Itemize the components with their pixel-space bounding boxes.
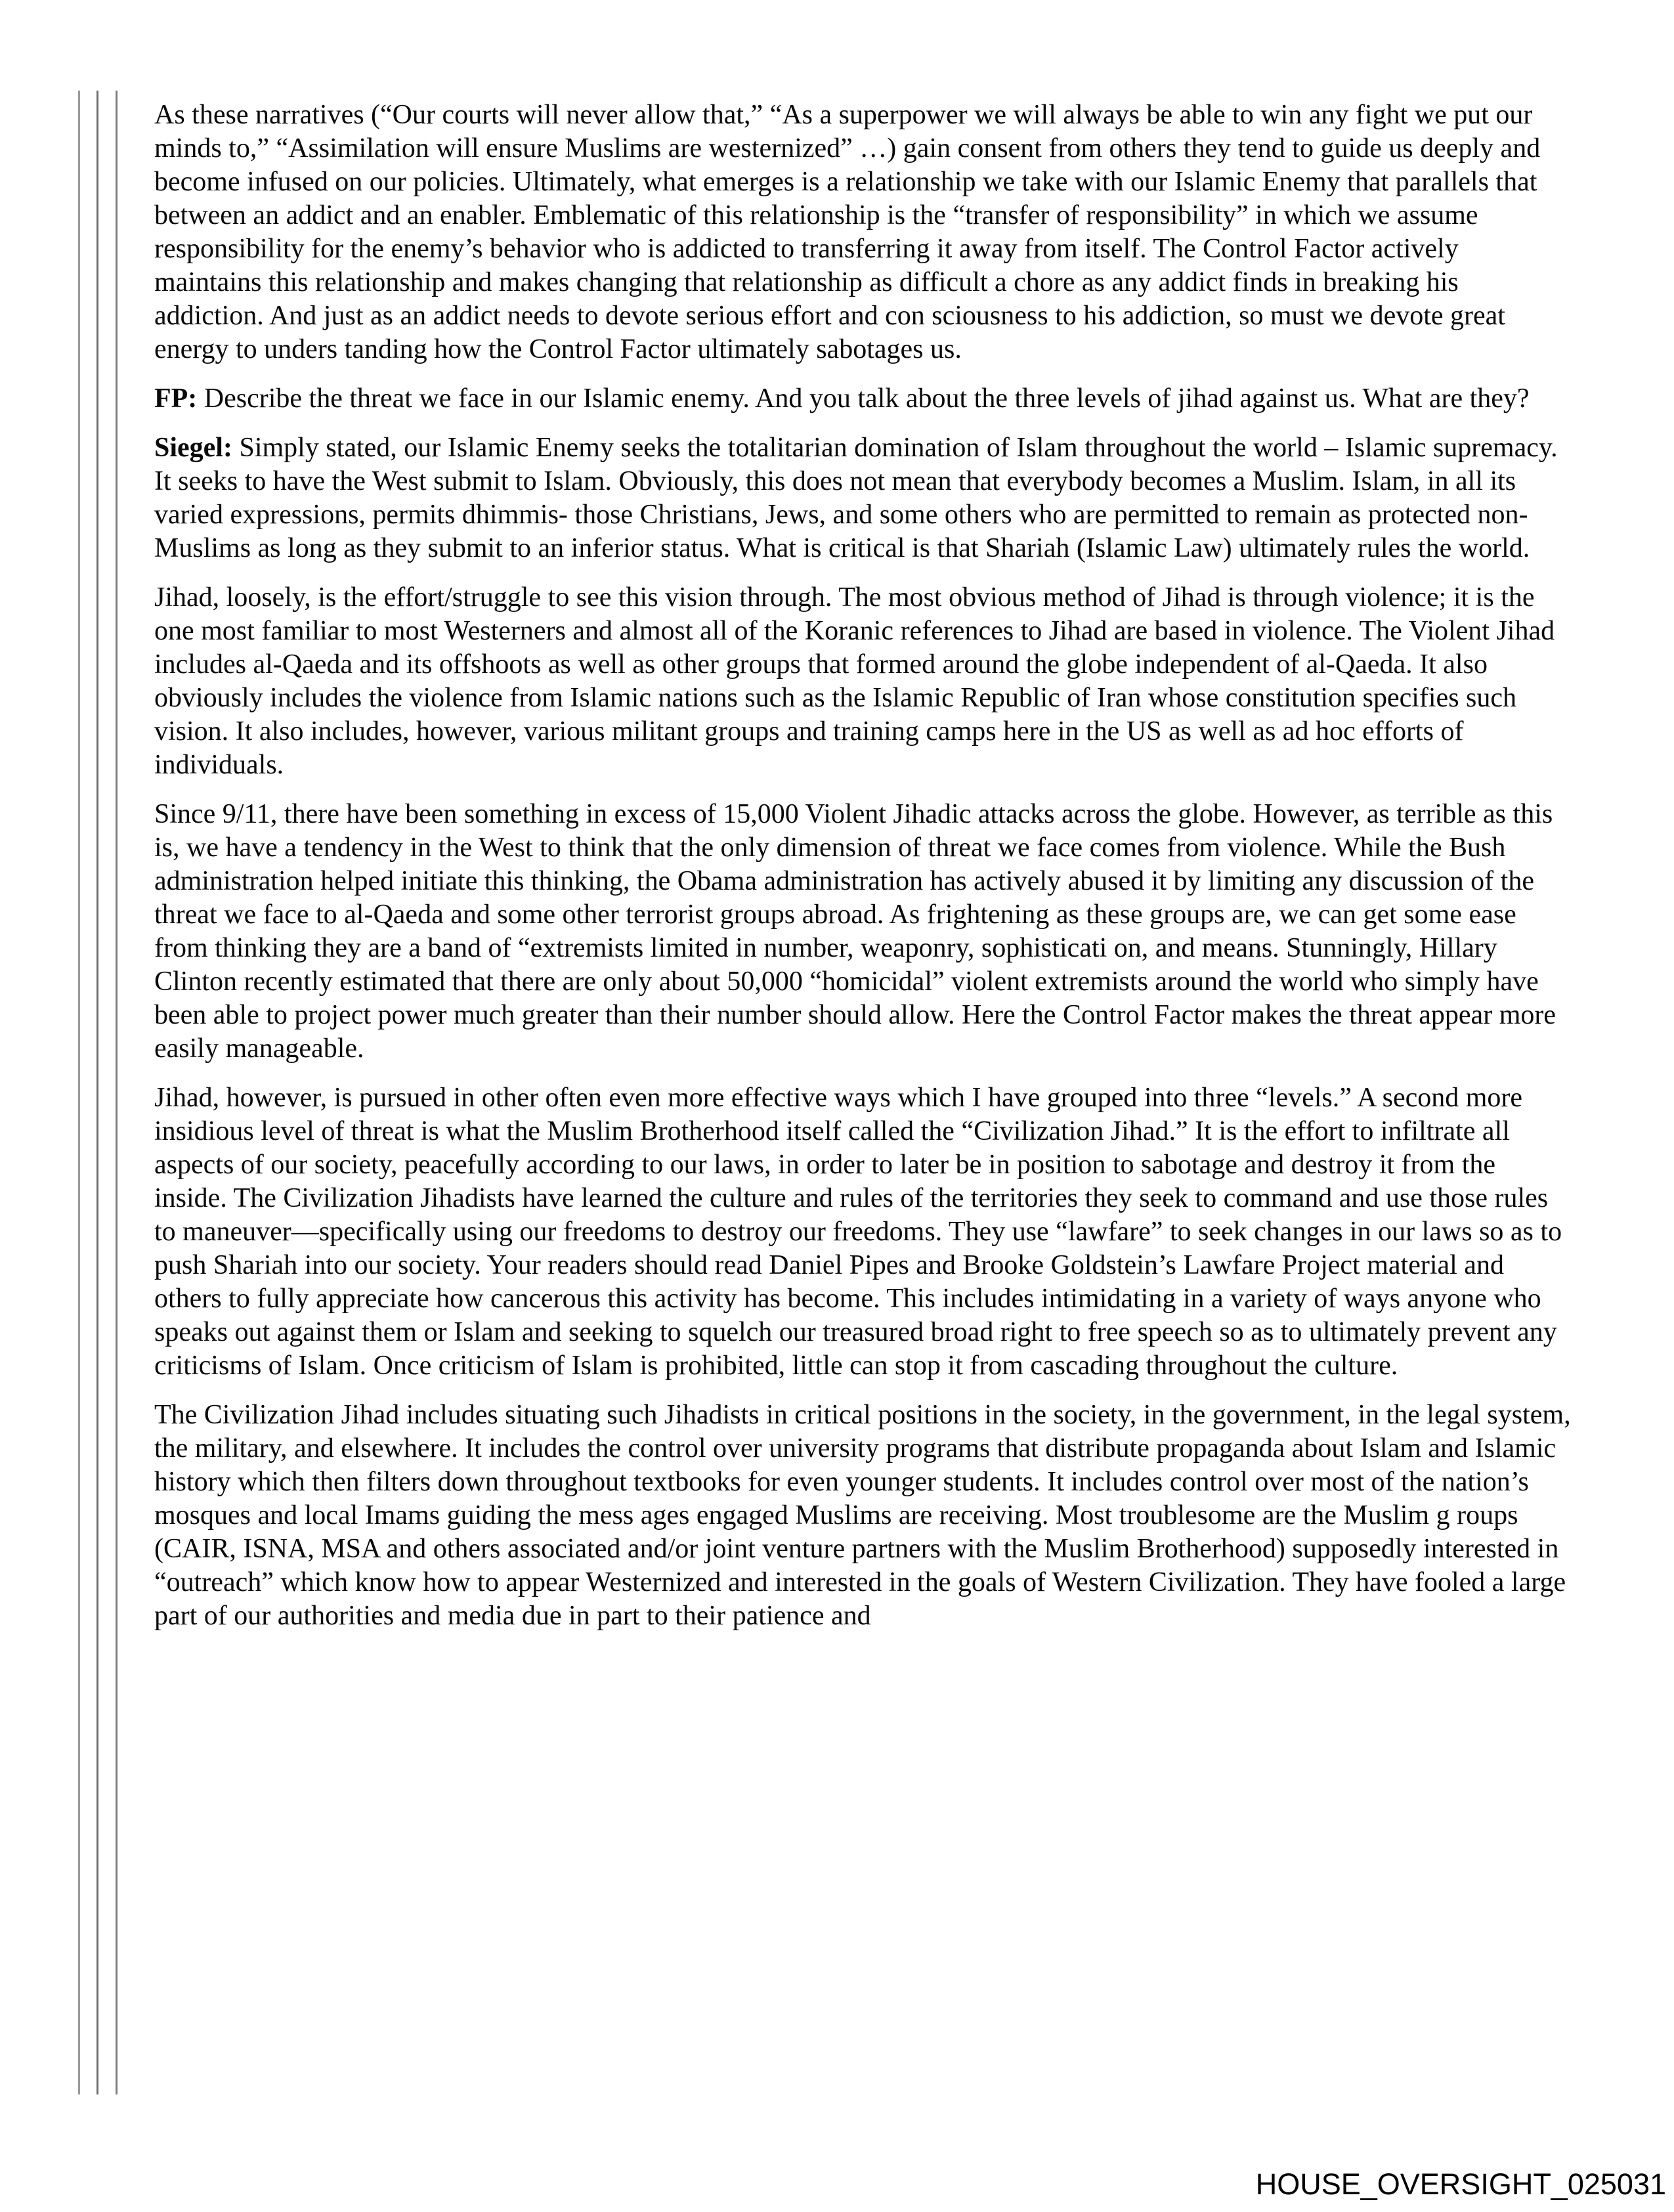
paragraph [154,431,1572,565]
paragraph-text: Describe the threat we face in our Islamic enemy. And you talk about the three levels of jihad against us. What are they? [204,383,1530,414]
paragraph [154,581,1572,782]
paragraph-text: Jihad, loosely, is the effort/struggle to see this vision through. The most obvious method of Jihad is through violence; it is the one most familiar to most Westerners and almost all of the Koranic references to Jihad are based in violence. The Violent Jihad includes al-Qaeda and its offshoots as well as other groups that formed around the globe independent of al-Qaeda. It also obviously includes the violence from Islamic nations such as the Islamic Republic of Iran whose constitution specifies such vision. It also includes, however, various militant groups and training camps here in the US as well as ad hoc efforts of individuals. [154,582,1555,780]
paragraph-text: Since 9/11, there have been something in excess of 15,000 Violent Jihadic attacks across the globe. However, as terrible as this is, we have a tendency in the West to think that the only dimension of threat we face comes from violence. While the Bush administration helped initiate this thinking, the Obama administration has actively abused it by limiting any discussion of the threat we face to al-Qaeda and some other terrorist groups abroad. As frightening as these groups are, we can get some ease from thinking they are a band of “extremists limited in number, weaponry, sophisticati on, and means. Stunningly, Hillary Clinton recently estimated that there are only about 50,000 “homicidal” violent extremists around the world who simply have been able to project power much greater than their number should allow. Here the Control Factor makes the threat appear more easily manageable. [154,799,1556,1064]
document-body [154,98,1572,1649]
speaker-label-fp: FP: [154,383,198,414]
scan-artifact-line [97,91,98,2094]
scan-artifact-line [116,91,118,2094]
bates-stamp: HOUSE_OVERSIGHT_025031 [1255,2167,1666,2201]
paragraph-text: As these narratives (“Our courts will never allow that,” “As a superpower we will always be able to win any fight we put our minds to,” “Assimilation will ensure Muslims are westernized” …) gain consent from others they tend to guide us deeply and become infused on our policies. Ultimately, what emerges is a relationship we take with our Islamic Enemy that parallels that between an addict and an enabler. Emblematic of this relationship is the “transfer of responsibility” in which we assume responsibility for the enemy’s behavior who is addicted to transferring it away from itself. The Control Factor actively maintains this relationship and makes changing that relationship as difficult a chore as any addict finds in breaking his addiction. And just as an addict needs to devote serious effort and con sciousness to his addiction, so must we devote great energy to unders tanding how the Control Factor ultimately sabotages us. [154,100,1541,364]
paragraph-text: Simply stated, our Islamic Enemy seeks the totalitarian domination of Islam throughout the world – Islamic supremacy. It seeks to have the West submit to Islam. Obviously, this does not mean that everybody becomes a Muslim. Islam, in all its varied expressions, permits dhimmis- those Christians, Jews, and some others who are permitted to remain as protected non-Muslims as long as they submit to an inferior status. What is critical is that Shariah (Islamic Law) ultimately rules the world. [154,433,1558,563]
paragraph [154,1399,1572,1633]
paragraph [154,98,1572,366]
speaker-label-siegel: Siegel: [154,433,232,463]
paragraph-text: Jihad, however, is pursued in other often even more effective ways which I have grouped into three “levels.” A second more insidious level of threat is what the Muslim Brotherhood itself called the “Civilization Jihad.” It is the effort to infiltrate all aspects of our society, peacefully according to our laws, in order to later be in position to sabotage and destroy it from the inside. The Civilization Jihadists have learned the culture and rules of the territories they seek to command and use those rules to maneuver—specifically using our freedoms to destroy our freedoms. They use “lawfare” to seek changes in our laws so as to push Shariah into our society. Your readers should read Daniel Pipes and Brooke Goldstein’s Lawfare Project material and others to fully appreciate how cancerous this activity has become. This includes intimidating in a variety of ways anyone who speaks out against them or Islam and seeking to squelch our treasured broad right to free speech so as to ultimately prevent any criticisms of Islam. Once criticism of Islam is prohibited, little can stop it from cascading throughout the culture. [154,1083,1562,1381]
paragraph [154,382,1572,416]
paragraph [154,1081,1572,1383]
paragraph-text: The Civilization Jihad includes situating such Jihadists in critical positions in the society, in the government, in the legal system, the military, and elsewhere. It includes the control over university programs that distribute propaganda about Islam and Islamic history which then filters down throughout textbooks for even younger students. It includes control over most of the nation’s mosques and local Imams guiding the mess ages engaged Muslims are receiving. Most troublesome are the Muslim g roups (CAIR, ISNA, MSA and others associated and/or joint venture partners with the Muslim Brotherhood) supposedly interested in “outreach” which know how to appear Westernized and interested in the goals of Western Civilization. They have fooled a large part of our authorities and media due in part to their patience and [154,1400,1571,1631]
scan-artifact-line [78,91,80,2094]
paragraph [154,798,1572,1066]
